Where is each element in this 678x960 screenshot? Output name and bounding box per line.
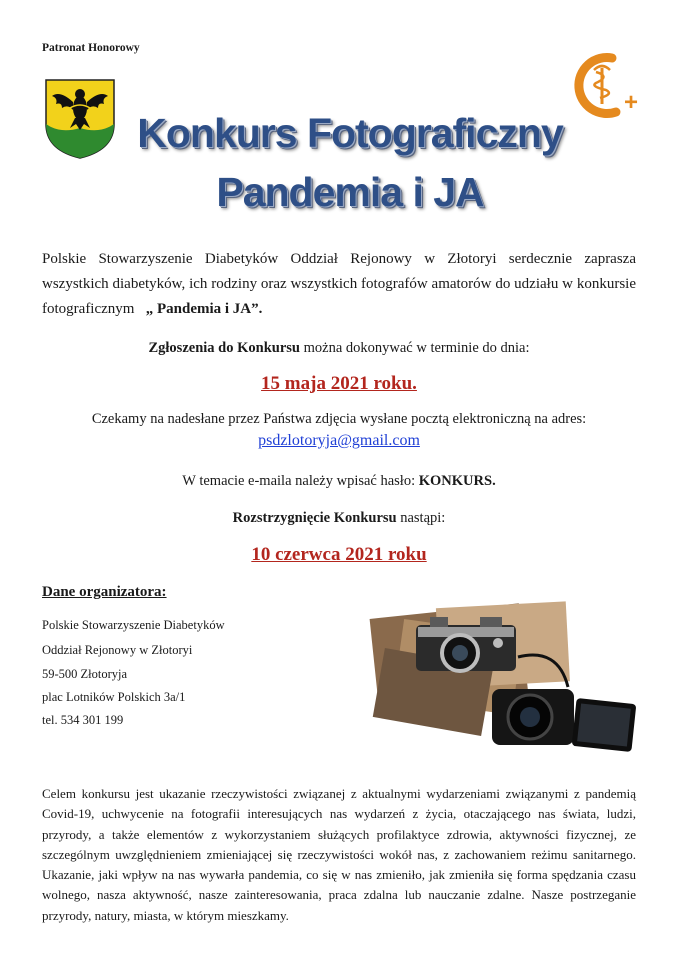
- title-line-2: Pandemia i JA: [216, 169, 484, 215]
- email-link[interactable]: psdzlotoryja@gmail.com: [258, 432, 420, 449]
- subject-text: W temacie e-maila należy wpisać hasło:: [182, 473, 419, 489]
- email-info-text: Czekamy na nadesłane przez Państwa zdjęcia wysłane pocztą elektroniczną na adres:: [91, 411, 587, 427]
- results-date-line: [0, 544, 678, 566]
- subject-keyword: KONKURS.: [418, 473, 496, 489]
- deadline-date: 15 maja 2021 roku.: [261, 373, 417, 394]
- organizer-line: Oddział Rejonowy w Złotoryi: [42, 643, 193, 657]
- submission-label-bold: Zgłoszenia do Konkursu: [148, 340, 300, 356]
- smartphone-icon: [572, 698, 637, 752]
- logo-plus-sign: +: [624, 89, 639, 116]
- results-label-bold: Rozstrzygnięcie Konkursu: [232, 510, 397, 526]
- cameras-photo: [368, 597, 638, 757]
- description-paragraph: Celem konkursu jest ukazanie rzeczywistości związanej z aktualnymi wydarzeniami związanymi z pandemią Covid-19, uchwycenie na fotografii interesujących nas wydarzeń z życia, otaczającego nas świata, ludzi, przyrody, a także elementów z wykorzystaniem służących profilaktyce zdrowia, aktywności fizycznej, ze szczególnym uwzględnieniem zmieniającej się rzeczywistości wokół nas, z zachowaniem reżimu sanitarnego. Ukazanie, jaki wpływ na nas wywarła pandemia, co się w nas zmieniło, jak zmieniła się forma spędzania czasu wolnego, nasza aktywność, nasze zainteresowania, praca zdalna lub nauczanie zdalne. Nasze postrzeganie przyrody, natury, miasta, w którym mieszkamy.: [42, 786, 636, 923]
- results-line: [0, 510, 678, 527]
- title-line-1: Konkurs Fotograficzny: [137, 110, 563, 156]
- organizer-line: Polskie Stowarzyszenie Diabetyków: [42, 618, 225, 632]
- organizer-phone: tel. 534 301 199: [42, 713, 124, 727]
- vintage-camera-icon: [416, 617, 516, 671]
- organizer-line: 59-500 Złotoryja: [42, 667, 128, 681]
- results-date: 10 czerwca 2021 roku: [251, 544, 427, 565]
- intro-paragraph: [42, 247, 636, 322]
- submission-label-rest: można dokonywać w terminie do dnia:: [299, 340, 530, 356]
- email-line: [0, 432, 678, 450]
- organizer-line: plac Lotników Polskich 3a/1: [42, 690, 186, 704]
- subject-line: [0, 473, 678, 490]
- results-label-rest: nastąpi:: [396, 510, 446, 526]
- organizer-heading: Dane organizatora:: [42, 584, 167, 600]
- deadline-line: [0, 373, 678, 395]
- intro-text: Polskie Stowarzyszenie Diabetyków Oddział Rejonowy w Złotoryi serdecznie zaprasza wszystkich diabetyków, ich rodziny oraz wszystkich fotografów amatorów do udziału w konkursie fotograficznym: [42, 251, 636, 317]
- submission-line: [0, 340, 678, 357]
- patron-label: Patronat Honorowy: [42, 42, 140, 54]
- contest-name: „ Pandemia i JA”.: [145, 301, 263, 317]
